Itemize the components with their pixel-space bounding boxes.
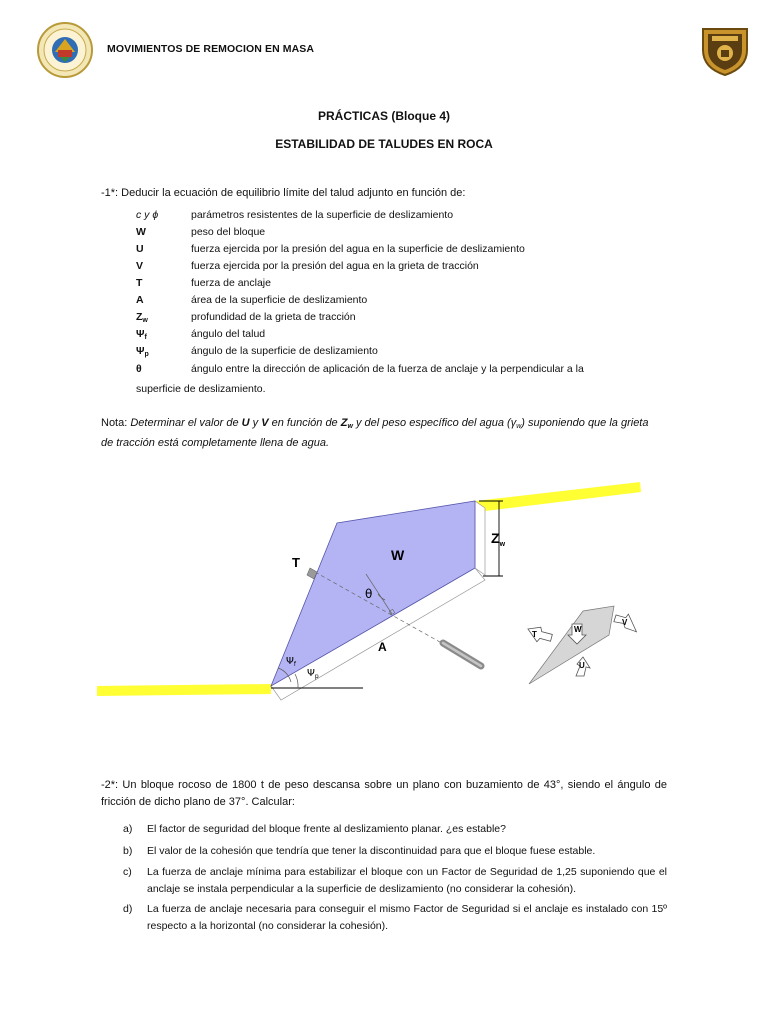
- definition-row: [136, 277, 696, 294]
- definition-text: ángulo de la superficie de deslizamiento: [191, 345, 378, 357]
- definition-symbol: θ: [136, 363, 142, 375]
- definition-symbol: $\Psi_p$: [136, 345, 149, 358]
- tension-crack-band: [475, 501, 485, 575]
- definition-symbol: V: [136, 260, 144, 272]
- list-text: El factor de seguridad del bloque frente al deslizamiento planar. ¿es estable?: [147, 823, 506, 835]
- definition-symbol: c y ϕ: [136, 209, 159, 221]
- free-body-u-label: U: [579, 661, 585, 670]
- list-text: El valor de la cohesión que tendría que tener la discontinuidad para que el bloque fuese estable.: [147, 845, 596, 857]
- definition-row: [136, 209, 696, 226]
- free-body-v-label: V: [622, 618, 628, 627]
- theta-label: θ: [365, 587, 373, 601]
- definition-text: fuerza de anclaje: [191, 277, 271, 289]
- weight-label: W: [391, 547, 405, 563]
- psi-f-label: $\Psi_f$: [286, 656, 296, 668]
- definition-symbol: U: [136, 243, 144, 255]
- definition-row: [136, 328, 696, 345]
- list-text: La fuerza de anclaje necesaria para conseguir el mismo Factor de Seguridad si el anclaje es instalado con 15º respecto a la horizontal (no considerar la cohesión).: [147, 903, 667, 932]
- ground-upper-highlight: [475, 482, 641, 512]
- definition-text: fuerza ejercida por la presión del agua en la grieta de tracción: [191, 260, 479, 272]
- anchor-bulb-highlight: [443, 643, 481, 666]
- definition-text: fuerza ejercida por la presión del agua en la superficie de deslizamiento: [191, 243, 525, 255]
- university-seal-logo: [36, 22, 94, 78]
- slope-stability-diagram: [95, 464, 655, 714]
- definition-row: [136, 243, 696, 260]
- definition-text: profundidad de la grieta de tracción: [191, 311, 356, 323]
- definition-text: ángulo entre la dirección de aplicación de la fuerza de anclaje y la perpendicular a la: [191, 363, 584, 375]
- definition-row: [136, 260, 696, 277]
- list-marker: d): [123, 903, 133, 915]
- definition-text: peso del bloque: [191, 226, 266, 238]
- question-1-intro: -1*: Deducir la ecuación de equilibrio límite del talud adjunto en función de:: [101, 187, 466, 199]
- free-body-diagram: [525, 606, 639, 684]
- definition-row: [136, 345, 696, 362]
- free-body-t-arrow: [525, 624, 553, 645]
- practice-block-title: PRÁCTICAS (Bloque 4): [318, 109, 450, 123]
- definition-text: ángulo del talud: [191, 328, 266, 340]
- psi-p-label: $\Psi_p$: [307, 668, 319, 680]
- definition-continuation: superficie de deslizamiento.: [136, 383, 266, 395]
- ground-lower-highlight: [97, 684, 271, 696]
- definition-symbol: $\Psi_f$: [136, 328, 147, 341]
- question-2-intro: -2*: Un bloque rocoso de 1800 t de peso descansa sobre un plano con buzamiento de 43°, siendo el ángulo de fricción de dicho plano de 37°. Calcular:: [101, 779, 667, 808]
- anchor-force-label: T: [292, 555, 300, 570]
- zw-label: $Z_w$: [491, 530, 506, 548]
- definition-row: [136, 294, 696, 311]
- definition-row: [136, 226, 696, 243]
- note-paragraph: Nota: Determinar el valor de U y V en función de $Z_w$ y del peso específico del agua $(\gamma_w)$ suponiendo que la grieta de tracción está completamente llena de agua.: [101, 417, 649, 449]
- free-body-w-label: W: [574, 625, 582, 634]
- definition-row: [136, 311, 696, 328]
- course-title: MOVIMIENTOS DE REMOCION EN MASA: [107, 43, 315, 55]
- list-marker: c): [123, 866, 132, 878]
- list-marker: a): [123, 823, 133, 835]
- subject-title: ESTABILIDAD DE TALUDES EN ROCA: [275, 137, 493, 151]
- list-marker: b): [123, 845, 133, 857]
- definition-symbol: A: [136, 294, 144, 306]
- area-label: A: [378, 640, 387, 654]
- definition-symbol: T: [136, 277, 143, 289]
- free-body-block: [529, 606, 614, 684]
- definition-text: parámetros resistentes de la superficie de deslizamiento: [191, 209, 454, 221]
- definition-symbol: $Z_w$: [136, 311, 148, 324]
- definition-text: área de la superficie de deslizamiento: [191, 294, 368, 306]
- free-body-t-label: T: [532, 630, 537, 639]
- faculty-shield-logo: [700, 24, 750, 76]
- definition-row: [136, 363, 696, 380]
- list-text: La fuerza de anclaje mínima para estabilizar el bloque con un Factor de Seguridad de 1,25 suponiendo que el anclaje se instala perpendicular a la superficie de deslizamiento (no considerar la cohesión).: [147, 866, 667, 895]
- definition-symbol: W: [136, 226, 146, 238]
